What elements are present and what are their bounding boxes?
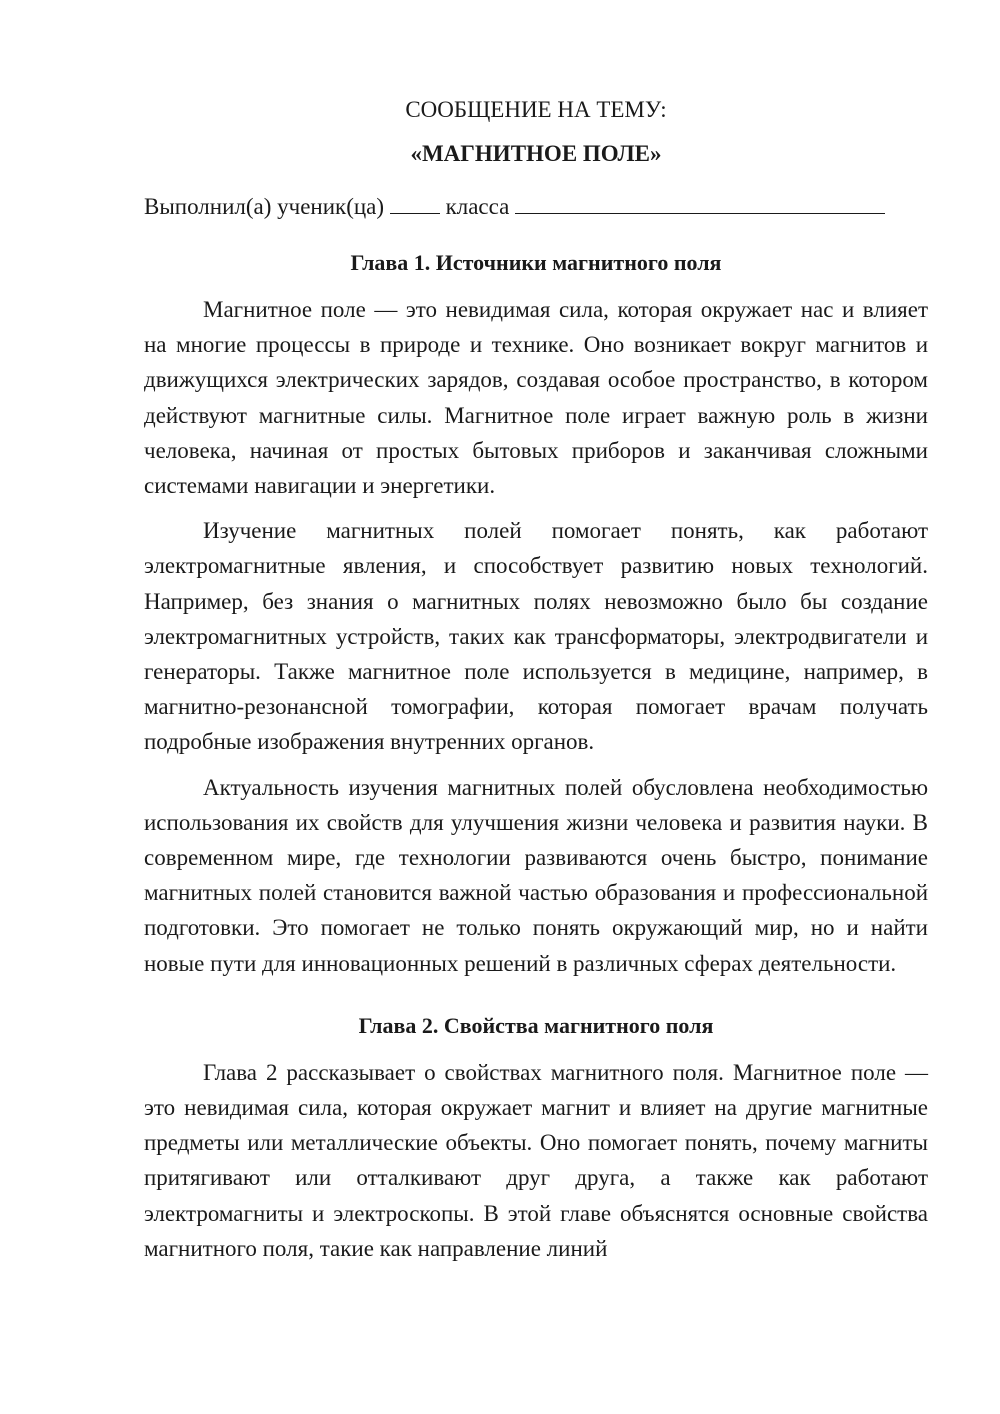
author-line — [144, 189, 928, 224]
chapter-1-title: Глава 1. Источники магнитного поля — [350, 250, 722, 275]
completed-by-label: Выполнил(а) ученик(ца) — [144, 194, 385, 219]
chapter-1-paragraph-3: Актуальность изучения магнитных полей обусловлена необходимостью использования их свойств для улучшения жизни человека и развития науки. В современном мире, где технологии развиваются очень быстро, понимание магнитных полей становится важной частью образования и профессиональной подготовки. Это помогает не только понять окружающий мир, но и найти новые пути для инновационных решений в различных сферах деятельности. — [144, 774, 928, 976]
chapter-2-title: Глава 2. Свойства магнитного поля — [358, 1012, 714, 1038]
chapter-1-paragraph-2: Изучение магнитных полей помогает понять, как работают электромагнитные явления, и способствует развитию новых технологий. Например, без знания о магнитных полях невозможно было бы создание электромагнитных устройств, таких как трансформаторы, электродвигатели и генераторы. Также магнитное поле используется в медицине, например, в магнитно-резонансной томографии, которая помогает врачам получать подробные изображения внутренних органов. — [144, 518, 928, 755]
chapter-2-paragraph-1: Глава 2 рассказывает о свойствах магнитного поля. Магнитное поле — это невидимая сила, которая окружает магнит и влияет на другие магнитные предметы или металлические объекты. Оно помогает понять, почему магниты притягивают или отталкивают друг друга, а также как работают электромагниты и электроскопы. В этой главе объяснятся основные свойства магнитного поля, такие как направление линий — [144, 1059, 928, 1261]
class-label: класса — [445, 194, 510, 219]
document-title: СООБЩЕНИЕ НА ТЕМУ: — [405, 97, 667, 122]
document-subtitle: «МАГНИТНОЕ ПОЛЕ» — [410, 141, 662, 166]
chapter-1-paragraph-1: Магнитное поле — это невидимая сила, которая окружает нас и влияет на многие процессы в природе и технике. Оно возникает вокруг магнитов и движущихся электрических зарядов, создавая особое пространство, в котором действуют магнитные силы. Магнитное поле играет важную роль в жизни человека, начиная от простых бытовых приборов и заканчивая сложными системами навигации и энергетики. — [144, 297, 928, 499]
class-number-blank — [390, 189, 440, 214]
document-page — [144, 92, 928, 1266]
student-name-blank — [515, 189, 885, 214]
